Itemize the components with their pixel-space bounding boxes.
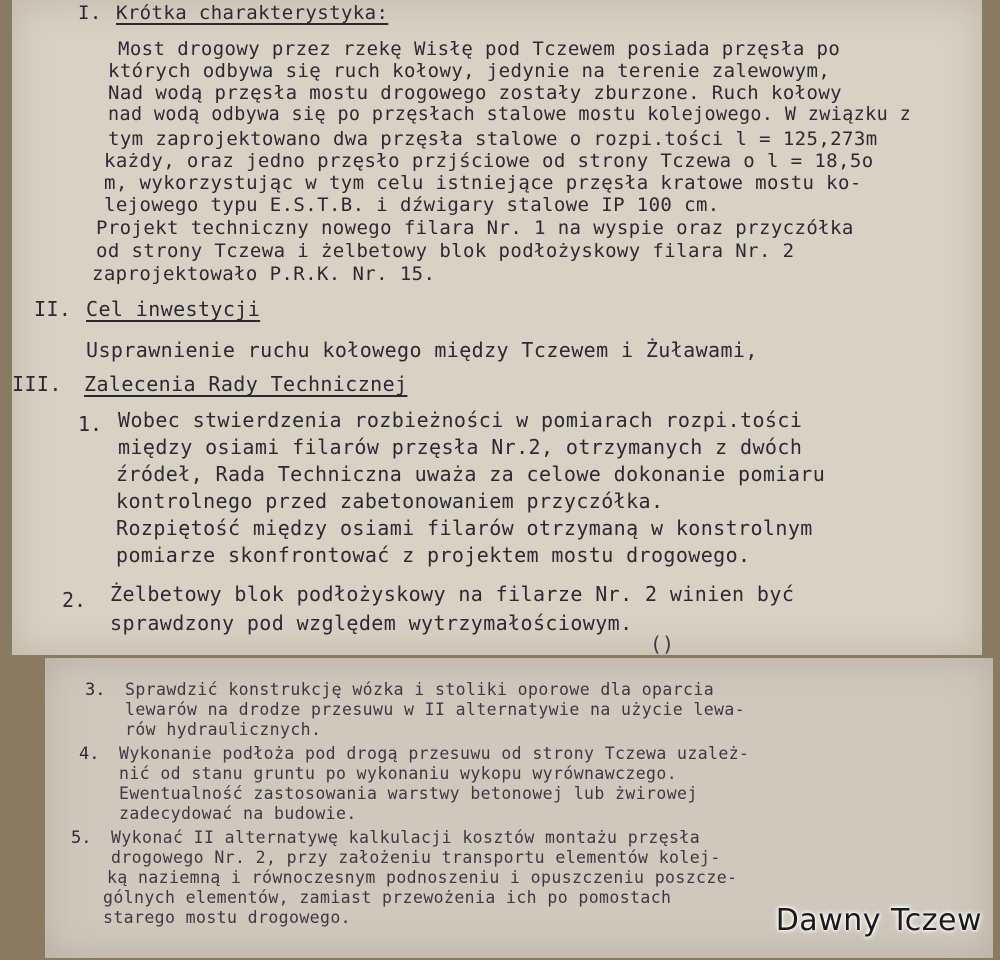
- item-1-line: Wobec stwierdzenia rozbieżności w pomiarach rozpi.tości: [118, 408, 803, 432]
- section-1-line: Most drogowy przez rzekę Wisłę pod Tczewem posiada przęsła po: [118, 38, 841, 60]
- section-1-line: których odbywa się ruch kołowy, jedynie na terenie zalewowym,: [108, 60, 831, 82]
- section-1-line: lejowego typu E.S.T.B. i dźwigary stalowe IP 100 cm.: [104, 194, 720, 216]
- section-3-heading: Zalecenia Rady Technicznej: [84, 372, 408, 396]
- item-4-line: nić od stanu gruntu po wykonaniu wykopu wyrównawczego.: [119, 764, 678, 783]
- item-1-line: kontrolnego przed zabetonowaniem przyczółka.: [116, 489, 664, 513]
- section-1-line: zaprojektowało P.R.K. Nr. 15.: [92, 263, 436, 285]
- section-1-heading: Krótka charakterystyka:: [116, 2, 389, 24]
- item-4-line: zadecydować na budowie.: [119, 804, 357, 823]
- page-mark: (): [650, 632, 675, 656]
- item-2-line: Żelbetowy blok podłożyskowy na filarze Nr. 2 winien być: [110, 582, 795, 606]
- item-5-line: Wykonać II alternatywę kalkulacji kosztów montażu przęsła: [111, 828, 701, 847]
- section-2-number: II.: [34, 297, 72, 321]
- section-2-heading: Cel inwestycji: [86, 297, 261, 321]
- item-1-line: Rozpiętość między osiami filarów otrzymaną w konstrolnym: [116, 516, 813, 540]
- item-5-line: drogowego Nr. 2, przy założeniu transportu elementów kolej-: [111, 848, 721, 867]
- section-3-number: III.: [12, 372, 62, 396]
- item-4-line: Ewentualność zastosowania warstwy betonowej lub żwirowej: [119, 784, 698, 803]
- section-1-line: tym zaprojektowano dwa przęsła stalowe o rozpi.tości l = 125,273m: [108, 128, 878, 150]
- item-2-number: 2.: [62, 588, 87, 612]
- item-1-line: źródeł, Rada Techniczna uważa za celowe dokonanie pomiaru: [116, 462, 826, 486]
- item-3-line: Sprawdzić konstrukcję wózka i stoliki oporowe dla oparcia: [125, 680, 715, 699]
- item-1-number: 1.: [78, 412, 103, 436]
- item-4-line: Wykonanie podłoża pod drogą przesuwu od strony Tczewa uzależ-: [119, 744, 750, 763]
- section-1-line: m, wykorzystując w tym celu istniejące przęsła kratowe mostu ko-: [104, 172, 862, 194]
- item-4-number: 4.: [79, 744, 100, 764]
- item-5-number: 5.: [71, 828, 92, 848]
- section-1-line: każdy, oraz jedno przęsło przjściowe od strony Tczewa o l = 18,5o: [104, 150, 874, 172]
- item-3-number: 3.: [85, 680, 106, 700]
- section-1-line: Projekt techniczny nowego filara Nr. 1 na wyspie oraz przyczółka: [96, 217, 854, 239]
- item-3-line: rów hydraulicznych.: [125, 720, 322, 739]
- section-1-line: nad wodą odbywa się po przęsłach stalowe mostu kolejowego. W związku z: [108, 104, 912, 125]
- section-2-text: Usprawnienie ruchu kołowego między Tczewem i Żuławami,: [86, 338, 758, 362]
- section-1-line: Nad wodą przęsła mostu drogowego zostały zburzone. Ruch kołowy: [108, 82, 843, 104]
- item-1-line: między osiami filarów przęsła Nr.2, otrzymanych z dwóch: [118, 435, 803, 459]
- item-5-line: starego mostu drogowego.: [103, 908, 352, 927]
- item-2-line: sprawdzony pod względem wytrzymałościowym.: [110, 611, 633, 635]
- item-5-line: ką naziemną i równoczesnym podnoszeniu i opuszczeniu poszcze-: [107, 868, 738, 887]
- item-3-line: lewarów na drodze przesuwu w II alternatywie na użycie lewa-: [125, 700, 746, 719]
- section-1-number: I.: [78, 2, 102, 24]
- item-5-line: gólnych elementów, zamiast przewożenia ich po pomostach: [103, 888, 672, 907]
- document-page-upper: [12, 0, 982, 655]
- section-1-line: od strony Tczewa i żelbetowy blok podłożyskowy filara Nr. 2: [96, 240, 795, 262]
- watermark-logo: Dawny Tczew: [775, 903, 982, 938]
- item-1-line: pomiarze skonfrontować z projektem mostu drogowego.: [116, 543, 751, 567]
